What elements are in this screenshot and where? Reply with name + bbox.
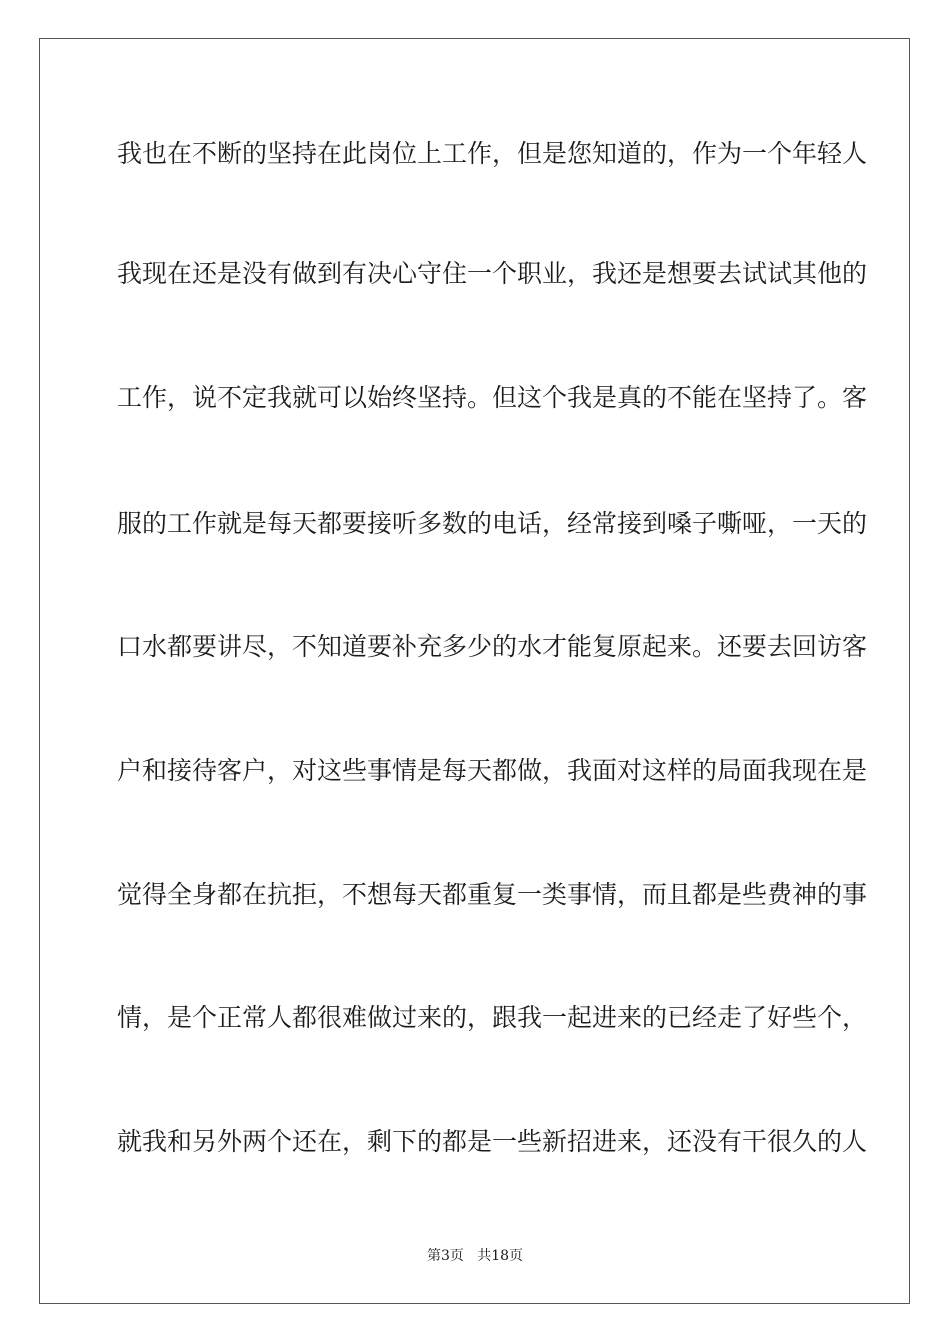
text-line: 我现在还是没有做到有决心守住一个职业，我还是想要去试试其他的	[117, 259, 868, 288]
text-line: 服的工作就是每天都要接听多数的电话，经常接到嗓子嘶哑，一天的	[117, 509, 868, 538]
text-line: 口水都要讲尽，不知道要补充多少的水才能复原起来。还要去回访客	[117, 632, 868, 661]
page-number-footer: 第3页 共18页	[426, 1248, 524, 1264]
text-line: 我也在不断的坚持在此岗位上工作，但是您知道的，作为一个年轻人	[117, 139, 868, 168]
text-line: 工作，说不定我就可以始终坚持。但这个我是真的不能在坚持了。客	[117, 383, 868, 412]
text-line: 户和接待客户，对这些事情是每天都做，我面对这样的局面我现在是	[117, 756, 868, 785]
page-border	[39, 38, 910, 1304]
text-line: 情，是个正常人都很难做过来的，跟我一起进来的已经走了好些个，	[117, 1003, 868, 1032]
text-line: 就我和另外两个还在，剩下的都是一些新招进来，还没有干很久的人	[117, 1127, 868, 1156]
text-line: 觉得全身都在抗拒，不想每天都重复一类事情，而且都是些费神的事	[117, 880, 868, 909]
